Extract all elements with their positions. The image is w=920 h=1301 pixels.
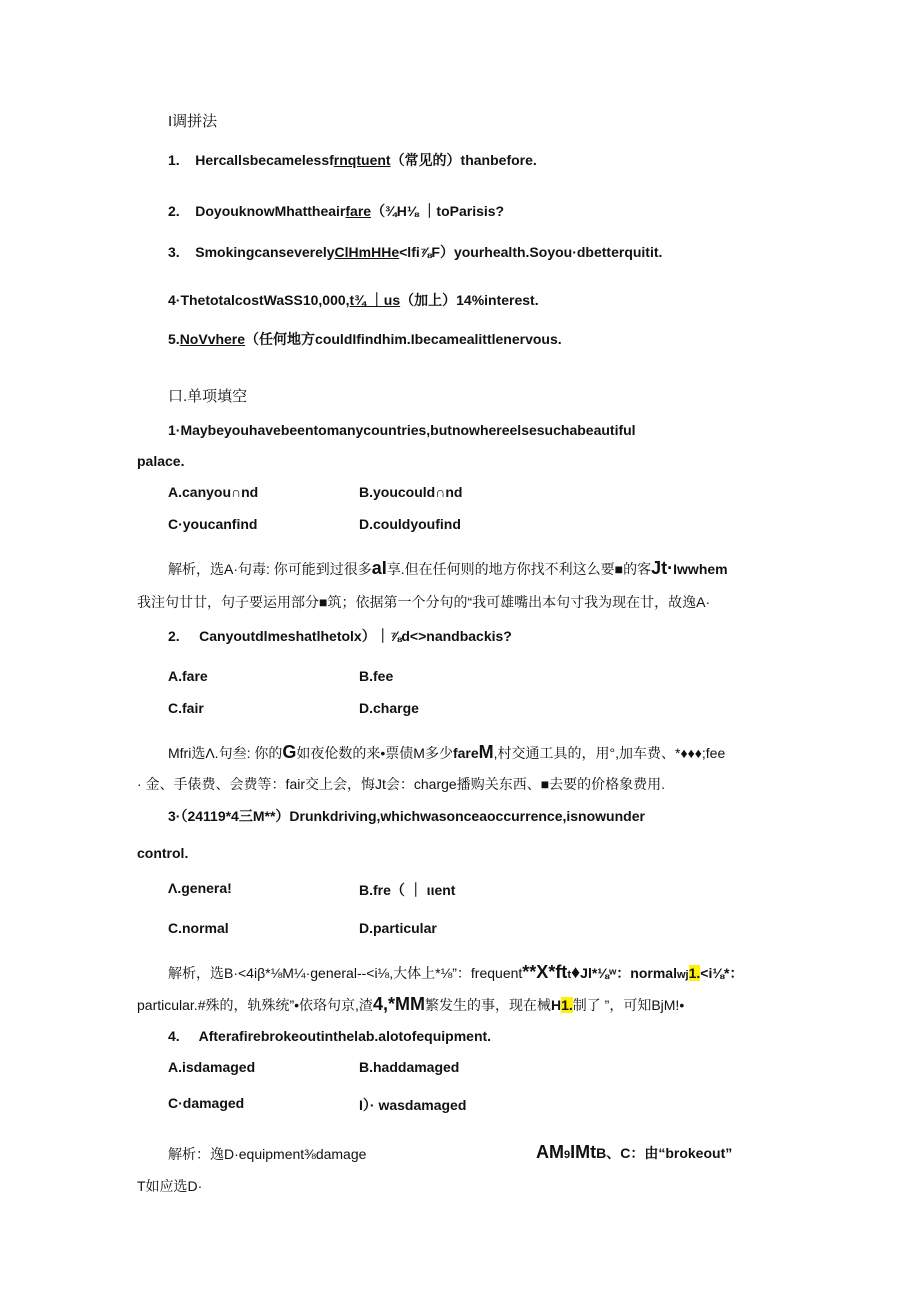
mc4-exp-post: B、C：由“brokeout” [596,1145,733,1161]
mc3-exp-small: t [567,969,571,981]
mc4-option-a: A.isdamaged [168,1059,256,1075]
mc1-option-b: B.youcould∩nd [359,484,463,500]
q1-post: （常见的）thanbefore. [390,152,537,168]
section2-heading: 口.单项填空 [168,388,248,405]
mc2-option-b: B.fee [359,668,394,684]
mc4-option-b: B.haddamaged [359,1059,460,1075]
q2-answer: fare [345,203,372,219]
mc3-question: 3·（24119*4三M**）Drunkdriving,whichwasonceaoccurrence,isnowunder [168,808,645,824]
mc4-exp-big2: IMt [570,1142,597,1162]
mc3-exp-highlight-1: 1. [688,965,701,981]
mc2-explanation-2: · 金、手俵费、会费等：fair交上会，悔Jt会：charge播购关东西、■去要的价格象费用. [137,776,666,792]
mc1-exp-big1: aI [371,558,387,578]
q1-answer: rnqtuent [333,152,391,168]
q1-pre: Hercallsbecamelessf [195,152,334,168]
mc3-exp-sup: wj [676,969,689,981]
mc2-exp-fare: fare [452,745,479,761]
mc2-question: 2. Canyoutdlmeshatlhetolx）｜⅞d<>nandbackis? [168,628,512,644]
mc4-explanation-1 [168,1145,366,1163]
section1-q4 [168,291,539,309]
mc3-exp2-pre: particular.#殊的，轨殊统”•依珞句京,渣 [137,997,373,1013]
mc1-exp-big2: Jt· [651,558,674,578]
mc3-explanation-2 [137,995,684,1014]
q4-post: （加上）14%interest. [400,292,539,308]
mc3-exp2-post: 制了 ”，可知BjM!• [572,997,685,1013]
mc2-option-d: D.charge [359,700,419,716]
section1-heading: I调拼法 [168,113,218,130]
q2-post: （¾H⅛ ｜toParisis? [371,203,505,219]
q3-post: <lfi⅞F）yourhealth.Soyou·dbetterquitit. [399,244,663,260]
mc1-explanation-2: 我注句廿廿，句子要运用部分■筑；依据第一个分句的“我可雄嘴出本句寸我为现在廿，故逸A· [137,594,711,610]
mc3-exp-mid: Jl*⅛ʷ：normal [580,965,677,981]
mc3-exp-big1: **X*ft [522,962,568,982]
q3-pre: Smokingcanseverely [195,244,335,260]
mc3-exp-big2: ♦ [570,962,581,982]
mc4-explanation-2: T如应选D· [137,1178,203,1194]
mc3-option-b: B.fre（ ｜ ιιent [359,882,456,898]
mc4-explanation-1b [536,1143,732,1164]
mc4-option-c: C·damaged [168,1095,245,1111]
mc2-exp-big2: M [478,742,494,762]
q1-num: 1. [168,152,180,168]
mc3-explanation-1 [168,963,743,984]
mc1-question-cont: palace. [137,453,185,469]
mc3-exp-pre: 解析，选B·<4iβ*⅛M¼·general--<i⅛,大体上*⅛”：frequent [168,965,523,981]
mc4-exp-pre: 解析：逸D·equipment⅜damage [168,1146,367,1162]
mc1-option-c: C·youcanfind [168,516,258,532]
mc2-exp-pre: Mfri选Λ.句叁: 你的 [168,745,283,761]
section1-q1 [168,151,537,169]
mc4-exp-sub: 9 [564,1149,571,1161]
mc3-exp2-hb: H [550,997,562,1013]
mc2-explanation-1 [168,743,725,762]
q2-num: 2. [168,203,180,219]
mc3-exp2-big: 4,*MM [372,994,425,1014]
mc3-option-d: D.particular [359,920,437,936]
mc3-option-c: C.normal [168,920,229,936]
mc4-option-d: I）· wasdamaged [359,1097,467,1113]
mc3-option-a: Λ.genera! [168,880,232,896]
mc1-exp-pre: 解析，选A·句毒: 你可能到过很多 [168,561,372,577]
mc3-exp2-mid: 繁发生的事，现在械 [424,997,551,1013]
mc1-exp-post: Iwwhem [673,561,728,577]
section1-q3 [168,243,662,261]
mc2-option-c: C.fair [168,700,204,716]
q5-pre: 5. [168,331,180,347]
mc4-question: 4. Afterafirebrokeoutinthelab.alotofequipment. [168,1028,492,1044]
mc1-question: 1·Maybeyouhavebeentomanycountries,butnowhereelsesuchabeautiful [168,422,636,438]
q5-answer: NoVvhere [179,331,246,347]
mc1-option-d: D.couldyoufind [359,516,461,532]
mc3-exp-highlight-2: 1. [561,997,573,1013]
mc2-exp-mid: 如夜伦数的来•票债M多少 [296,745,453,761]
mc1-explanation-1 [168,559,728,578]
section1-q5 [168,330,562,348]
q5-post: （任何地方couldIfindhim.Ibecamealittlenervous. [245,331,562,347]
mc2-exp-post: ,村交通工具的，用°,加车费、*♦♦♦;fee [493,745,726,761]
q3-answer: ClHmHHe [334,244,400,260]
section1-q2 [168,202,504,220]
mc1-exp-mid: 享.但在任何则的地方你找不利这么要■的客 [386,561,652,577]
mc2-exp-big1: G [282,742,297,762]
mc3-question-cont: control. [137,845,189,861]
mc2-option-a: A.fare [168,668,208,684]
q4-pre: 4·ThetotalcostWaSS10,000, [168,292,350,308]
mc1-option-a: A.canyou∩nd [168,484,259,500]
q4-answer: t¾ ｜us [349,292,401,308]
mc4-exp-big: AM [536,1142,564,1162]
q2-pre: DoyouknowMhattheair [195,203,346,219]
mc3-exp-post: <i⅛*： [700,965,744,981]
q3-num: 3. [168,244,180,260]
